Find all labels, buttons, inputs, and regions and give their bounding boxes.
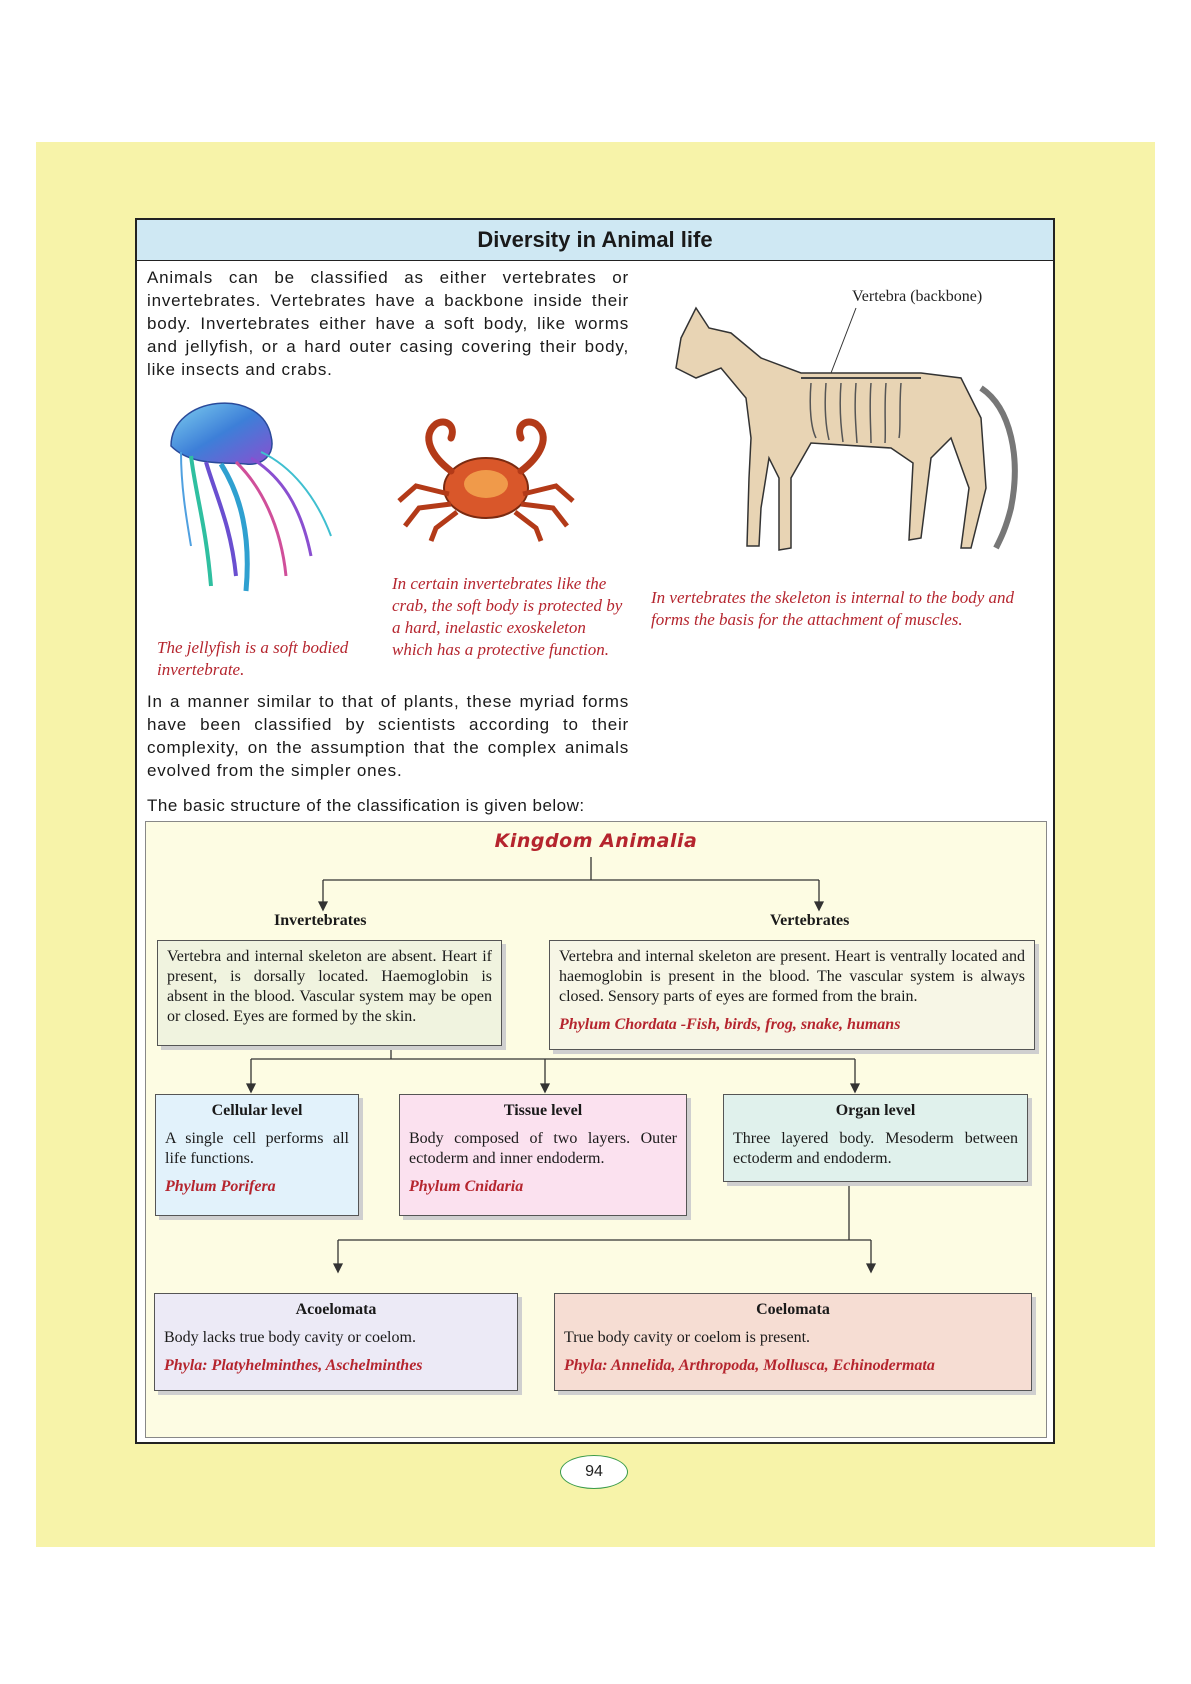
tissue-level-text: Body composed of two layers. Outer ectoderm and inner endoderm. [409,1130,677,1167]
acoelomata-phyla: Phyla: Platyhelminthes, Aschelminthes [164,1357,423,1374]
cellular-level-title: Cellular level [211,1102,303,1119]
invertebrates-box [157,940,502,1046]
coelomata-title: Coelomata [756,1301,830,1318]
invertebrates-heading: Invertebrates [274,912,367,929]
acoelomata-title: Acoelomata [295,1301,377,1318]
tissue-level-box [399,1094,687,1216]
organ-level-box [723,1094,1028,1182]
organ-level-title: Organ level [835,1102,916,1119]
jellyfish-caption: The jellyfish is a soft bodied invertebrate. [157,638,349,679]
tissue-level-phylum: Phylum Cnidaria [409,1178,524,1195]
classification-intro: The basic structure of the classification is given below: [147,796,585,815]
acoelomata-text: Body lacks true body cavity or coelom. [164,1329,416,1346]
page-title: Diversity in Animal life [137,220,1053,261]
intro-paragraph: Animals can be classified as either vertebrates or invertebrates. Vertebrates have a backbone inside their body. Invertebrates either have a soft body, like worms and jellyfish, or a hard outer casing covering their body, like insects and crabs. [147,268,629,379]
jellyfish-illustration [151,386,341,596]
cellular-level-phylum: Phylum Porifera [165,1178,276,1195]
horse-skeleton-illustration [651,278,1041,578]
content-frame [135,218,1055,1444]
coelomata-phyla: Phyla: Annelida, Arthropoda, Mollusca, Echinodermata [564,1357,935,1374]
vertebra-label: Vertebra (backbone) [852,288,983,305]
classification-chart [145,821,1047,1438]
vertebrates-box [549,940,1035,1050]
classification-paragraph: In a manner similar to that of plants, these myriad forms have been classified by scientists according to their complexity, on the assumption that the complex animals evolved from the simpler ones. [147,692,629,780]
coelomata-text: True body cavity or coelom is present. [564,1329,811,1346]
crab-illustration [391,416,581,546]
vertebrates-heading: Vertebrates [770,912,850,929]
horse-caption: In vertebrates the skeleton is internal to the body and forms the basis for the attachment of muscles. [651,588,1015,629]
organ-level-text: Three layered body. Mesoderm between ectoderm and endoderm. [733,1130,1018,1167]
acoelomata-box [154,1293,518,1391]
kingdom-title: Kingdom Animalia [494,830,698,852]
page-number: 94 [560,1455,628,1489]
coelomata-box [554,1293,1032,1391]
vertebrates-phylum: Phylum Chordata -Fish, birds, frog, snake, humans [559,1016,901,1033]
tissue-level-title: Tissue level [503,1102,583,1119]
crab-caption: In certain invertebrates like the crab, the soft body is protected by a hard, inelastic exoskeleton which has a protective function. [392,574,623,659]
cellular-level-box [155,1094,359,1216]
invertebrates-text: Vertebra and internal skeleton are absent. Heart if present, is dorsally located. Haemoglobin is absent in the blood. Vascular system may be open or closed. Eyes are formed by the skin. [167,948,492,1025]
vertebrates-text: Vertebra and internal skeleton are present. Heart is ventrally located and haemoglobin is present in the blood. The vascular system is always closed. Sensory parts of eyes are formed from the brain. [559,948,1025,1005]
cellular-level-text: A single cell performs all life functions. [165,1130,349,1167]
